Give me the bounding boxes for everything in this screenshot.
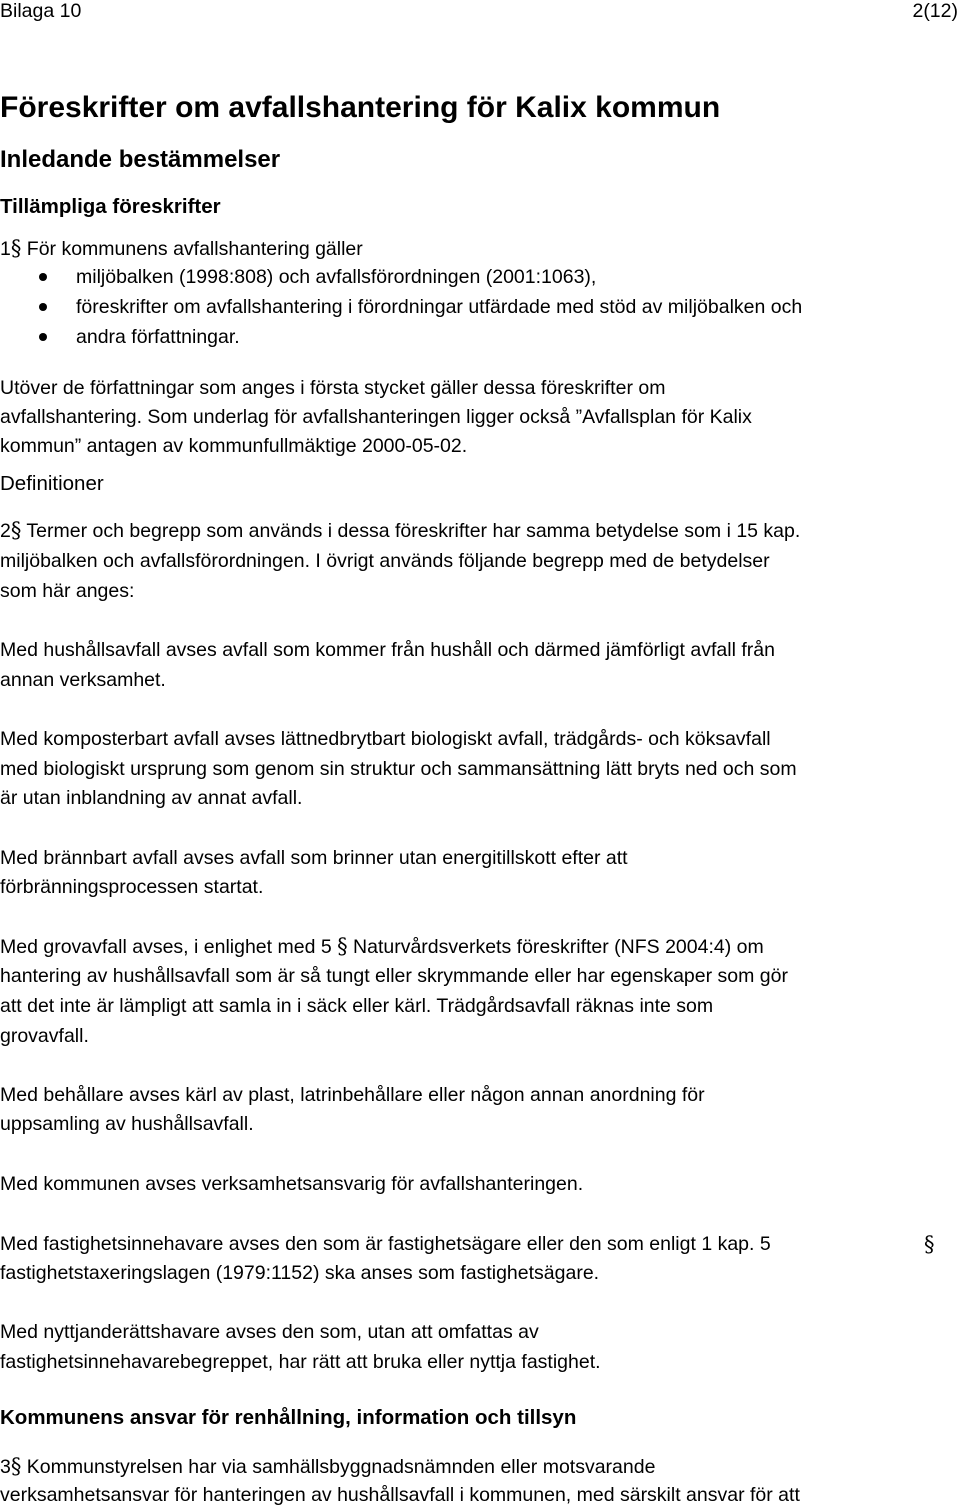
section-sign: § <box>10 518 22 542</box>
text-line: verksamhetsansvar för hanteringen av hushållsavfall i kommunen, med särskilt ansvar för att <box>0 1484 800 1506</box>
definition-line: grovavfall. <box>0 1025 89 1047</box>
definition-line: med biologiskt ursprung som genom sin struktur och sammansättning lätt bryts ned och som <box>0 758 797 780</box>
definition-line: Med komposterbart avfall avses lättnedbrytbart biologiskt avfall, trädgårds- och köksavfall <box>0 728 771 750</box>
definition-line: är utan inblandning av annat avfall. <box>0 787 303 809</box>
subsection-title-applicable: Tillämpliga föreskrifter <box>0 195 221 218</box>
paragraph-3-intro <box>0 1451 655 1482</box>
definition-line: Med nyttjanderättshavare avses den som, utan att omfattas av <box>0 1321 539 1343</box>
definition-line <box>0 931 764 962</box>
definition-line: Med behållare avses kärl av plast, latrinbehållare eller någon annan anordning för <box>0 1084 705 1106</box>
bullet-item: föreskrifter om avfallshantering i förordningar utfärdade med stöd av miljöbalken och <box>76 296 803 318</box>
definition-text: Med grovavfall avses, i enlighet med 5 <box>0 936 338 958</box>
definition-line: Med hushållsavfall avses avfall som kommer från hushåll och därmed jämförligt avfall från <box>0 639 775 661</box>
definition-line: Med brännbart avfall avses avfall som brinner utan energitillskott efter att <box>0 847 628 869</box>
text-line: miljöbalken och avfallsförordningen. I övrigt används följande begrepp med de betydelser <box>0 550 770 572</box>
bullet-dot <box>39 333 47 341</box>
paragraph-text: Termer och begrepp som används i dessa föreskrifter har samma betydelse som i 15 kap. <box>21 520 801 542</box>
paragraph-2-intro <box>0 515 800 546</box>
definition-line: hantering av hushållsavfall som är så tungt eller skrymmande eller har egenskaper som gör <box>0 965 788 987</box>
section-sign: § <box>10 236 22 260</box>
section-title: Inledande bestämmelser <box>0 146 281 173</box>
definition-line: att det inte är lämpligt att samla in i säck eller kärl. Trädgårdsavfall räknas inte som <box>0 995 714 1017</box>
section-sign: § <box>10 1454 22 1478</box>
paragraph-number: 3 <box>0 1456 11 1478</box>
definition-text: Naturvårdsverkets föreskrifter (NFS 2004:4) om <box>347 936 764 958</box>
paragraph-number: 2 <box>0 520 11 542</box>
definition-line: Med kommunen avses verksamhetsansvarig för avfallshanteringen. <box>0 1173 584 1195</box>
bullet-dot <box>39 303 47 311</box>
text-line: avfallshantering. Som underlag för avfallshanteringen ligger också ”Avfallsplan för Kalix <box>0 406 752 428</box>
text-line: Utöver de författningar som anges i första stycket gäller dessa föreskrifter om <box>0 377 666 399</box>
definition-line: fastighetsinnehavarebegreppet, har rätt att bruka eller nyttja fastighet. <box>0 1351 601 1373</box>
text-line: som här anges: <box>0 580 135 602</box>
paragraph-text: Kommunstyrelsen har via samhällsbyggnadsnämnden eller motsvarande <box>21 1456 656 1478</box>
definition-line: Med fastighetsinnehavare avses den som är fastighetsägare eller den som enligt 1 kap. 5 <box>0 1233 771 1255</box>
document-title: Föreskrifter om avfallshantering för Kalix kommun <box>0 91 721 124</box>
bullet-item: miljöbalken (1998:808) och avfallsförordningen (2001:1063), <box>76 266 597 288</box>
definition-line: annan verksamhet. <box>0 669 166 691</box>
paragraph-text: För kommunens avfallshantering gäller <box>21 238 363 260</box>
section-sign: § <box>337 934 348 958</box>
header-left: Bilaga 10 <box>0 0 82 22</box>
subsection-title-responsibility: Kommunens ansvar för renhållning, information och tillsyn <box>0 1406 577 1429</box>
paragraph-number: 1 <box>0 238 11 260</box>
paragraph-1-intro <box>0 233 363 264</box>
bullet-dot <box>39 273 47 281</box>
subsection-title-definitions: Definitioner <box>0 472 104 495</box>
definition-line: förbränningsprocessen startat. <box>0 876 264 898</box>
definition-line: uppsamling av hushållsavfall. <box>0 1113 254 1135</box>
definition-line: fastighetstaxeringslagen (1979:1152) ska anses som fastighetsägare. <box>0 1262 600 1284</box>
bullet-item: andra författningar. <box>76 326 240 348</box>
section-sign: § <box>924 1232 935 1256</box>
text-line: kommun” antagen av kommunfullmäktige 2000-05-02. <box>0 435 468 457</box>
header-right: 2(12) <box>912 0 958 22</box>
